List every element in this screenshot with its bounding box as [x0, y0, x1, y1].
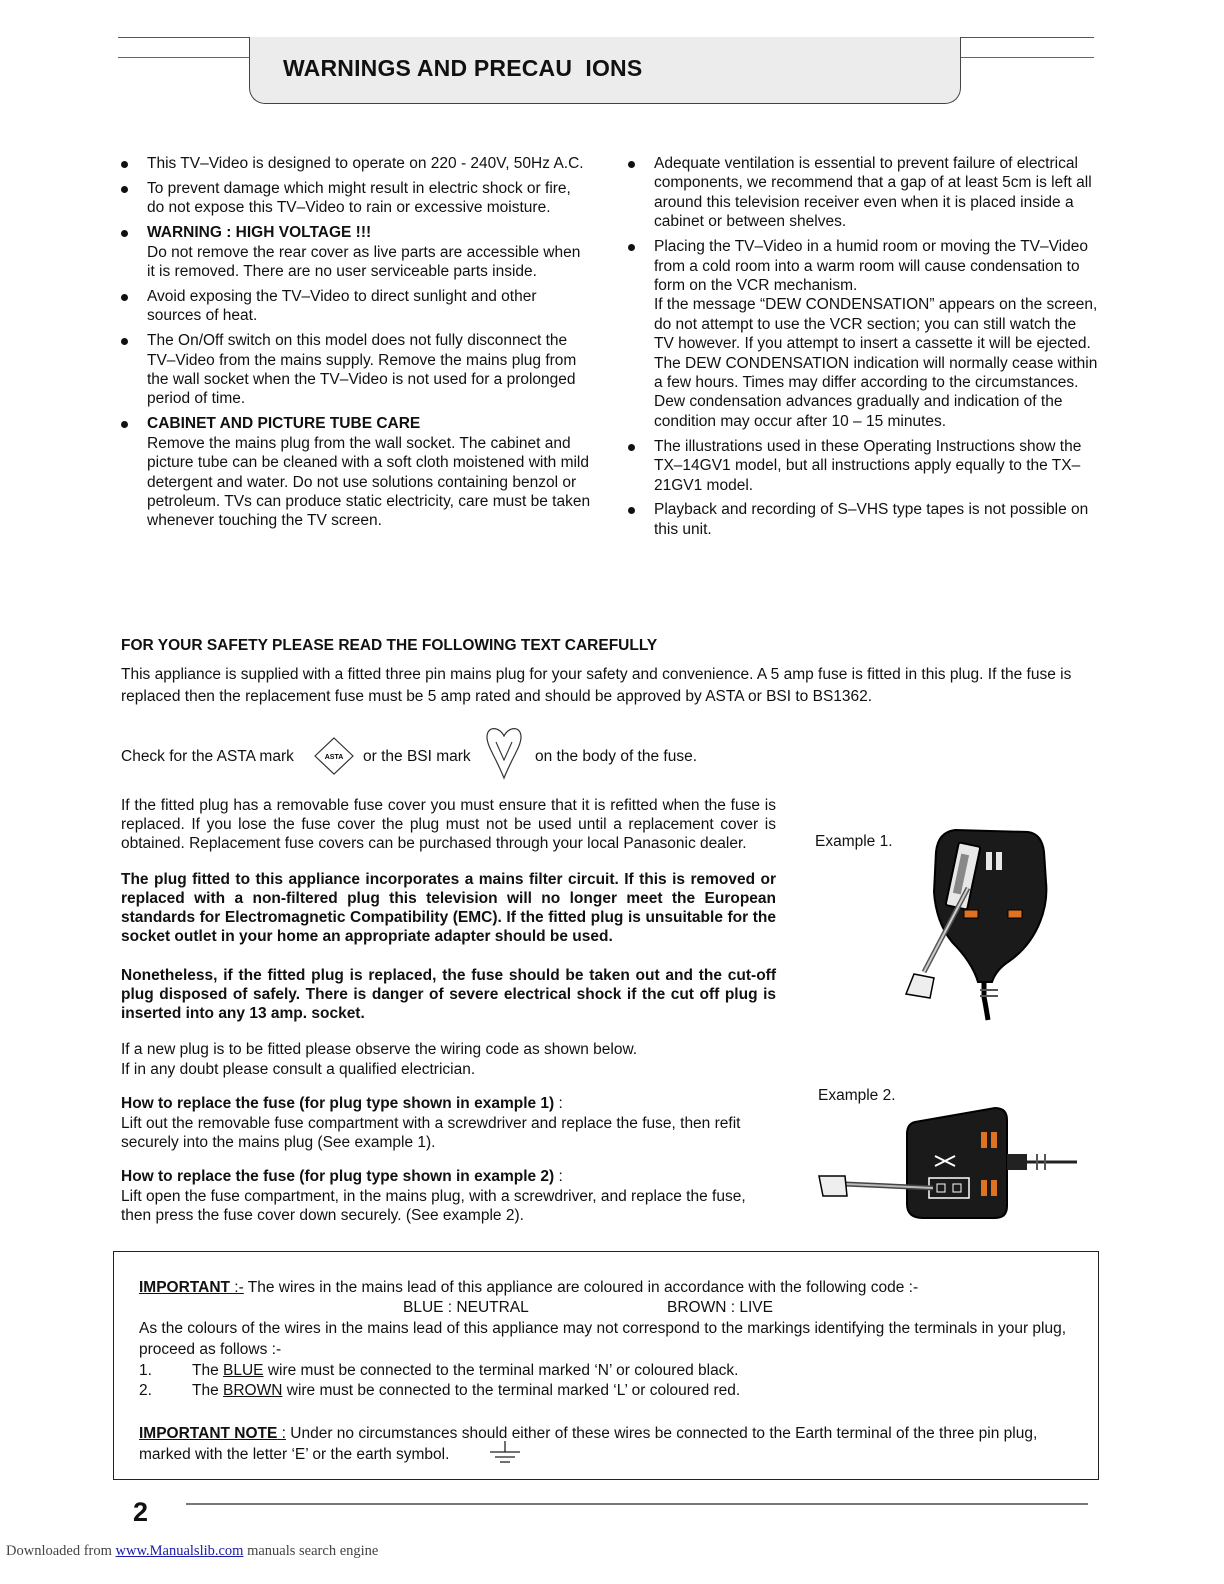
- bullet-sunlight: Avoid exposing the TV–Video to direct sunlight and other sources of heat.: [122, 287, 592, 326]
- bullet-icon: [121, 338, 128, 345]
- earth-symbol-icon: [488, 1441, 522, 1467]
- bullet-switch: The On/Off switch on this model does not fully disconnect the TV–Video from the mains supply. Remove the mains plug from the wall socket when the TV–Video is not used for a prolonged period of time.: [122, 331, 592, 409]
- bullet-cabinet-care: CABINET AND PICTURE TUBE CARE Remove the mains plug from the wall socket. The cabinet and picture tube can be cleaned with a soft cloth moistened with mild detergent and water. Do not use solutions containing benzol or petroleum. TVs can produce static electricity, care must be taken whenever touching the TV screen.: [122, 414, 592, 530]
- asta-mark-label: ASTA: [324, 754, 344, 761]
- how-to-heading-2: How to replace the fuse (for plug type shown in example 2): [121, 1168, 555, 1185]
- item-1: The BLUE wire must be connected to the terminal marked ‘N’ or coloured black.: [192, 1362, 739, 1379]
- bsi-kitemark-icon: [485, 724, 523, 780]
- bullet-icon: [121, 161, 128, 168]
- header-rule-right: [961, 57, 1094, 58]
- brown-live: BROWN : LIVE: [667, 1299, 773, 1316]
- how-to-example-1: How to replace the fuse (for plug type shown in example 1) : Lift out the removable fuse compartment with a screwdriver and replace the fuse, then refit securely into the mains plug (See example 1).: [121, 1095, 741, 1152]
- safety-heading: FOR YOUR SAFETY PLEASE READ THE FOLLOWING TEXT CAREFULLY: [121, 637, 658, 654]
- bullet-condensation: Placing the TV–Video in a humid room or moving the TV–Video from a cold room into a warm room will cause condensation to form on the VCR mechanism. If the message “DEW CONDENSATION” appears on the screen, do not attempt to use the VCR section; you can still watch the TV however. If you attempt to insert a cassette it will be ejected. The DEW CONDENSATION indication will normally cease within a few hours. Times may differ according to the circumstances. Dew condensation advances gradually and indication of the condition may occur after 10 – 15 minutes.: [629, 237, 1099, 431]
- plug-example-1-illustration: [900, 822, 1060, 1027]
- page-title: WARNINGS AND PRECAU IONS: [283, 55, 643, 81]
- bsi-text: or the BSI mark: [363, 748, 471, 765]
- item-2-number: 2.: [139, 1382, 152, 1399]
- bullet-high-voltage: WARNING : HIGH VOLTAGE !!! Do not remove the rear cover as live parts are accessible when it is removed. There are no user serviceable parts inside.: [122, 223, 592, 281]
- safety-intro: This appliance is supplied with a fitted three pin mains plug for your safety and convenience. A 5 amp fuse is fitted in this plug. If the fuse is replaced then the replacement fuse must be 5 amp rated and should be approved by ASTA or BSI to BS1362.: [121, 666, 1072, 705]
- bullet-svhs: Playback and recording of S–VHS type tapes is not possible on this unit.: [629, 500, 1099, 539]
- manualslib-link[interactable]: www.Manualslib.com: [115, 1543, 244, 1559]
- fuse-cover-paragraph: If the fitted plug has a removable fuse cover you must ensure that it is refitted when the fuse is replaced. If you lose the fuse cover the plug must not be used until a replacement cover is obtained. Replacement fuse covers can be purchased through your local Panasonic dealer.: [121, 797, 776, 852]
- bullet-illustrations: The illustrations used in these Operating Instructions show the TX–14GV1 model, but all instructions apply equally to the TX–21GV1 model.: [629, 437, 1099, 495]
- item-1-number: 1.: [139, 1362, 152, 1379]
- asta-mark-icon: [313, 736, 355, 776]
- fuse-body-text: on the body of the fuse.: [535, 748, 698, 765]
- asta-text: Check for the ASTA mark: [121, 748, 294, 765]
- important-note-label: IMPORTANT NOTE: [139, 1425, 278, 1442]
- cutoff-warning: Nonetheless, if the fitted plug is replaced, the fuse should be taken out and the cut-off plug disposed of safely. There is danger of severe electrical shock if the cut off plug is inserted into any 13 amp. socket.: [121, 967, 776, 1022]
- left-column: [122, 154, 592, 536]
- example-2-label: Example 2.: [818, 1087, 896, 1104]
- important-note: IMPORTANT NOTE : Under no circumstances should either of these wires be connected to the Earth terminal of the three pin plug, marked with the letter ‘E’ or the earth symbol.: [139, 1425, 1038, 1463]
- important-paragraph: As the colours of the wires in the mains lead of this appliance may not correspond to the markings identifying the terminals in your plug, proceed as follows :-: [139, 1320, 1067, 1358]
- important-label: IMPORTANT: [139, 1279, 230, 1296]
- header-rule-left: [118, 57, 249, 58]
- footer-rule: [186, 1503, 1088, 1505]
- new-plug-note: If a new plug is to be fitted please observe the wiring code as shown below. If in any doubt please consult a qualified electrician.: [121, 1041, 638, 1078]
- bullet-icon: [121, 186, 128, 193]
- how-to-heading-1: How to replace the fuse (for plug type shown in example 1): [121, 1095, 555, 1112]
- filter-warning: The plug fitted to this appliance incorporates a mains filter circuit. If this is removed or replaced with a non-filtered plug this television will no longer meet the European standards for Electromagnetic Compatibility (EMC). If the fitted plug is unsuitable for the socket outlet in your home an appropriate adapter should be used.: [121, 871, 776, 945]
- bullet-heading: WARNING : HIGH VOLTAGE !!!: [147, 224, 372, 242]
- right-column: [629, 154, 1099, 545]
- bullet-icon: [121, 294, 128, 301]
- bullet-icon: [628, 507, 635, 514]
- bullet-icon: [121, 230, 128, 237]
- bullet-ventilation: Adequate ventilation is essential to prevent failure of electrical components, we recommend that a gap of at least 5cm is left all around this television receiver even when it is placed inside a cabinet or between shelves.: [629, 154, 1099, 232]
- bullet-icon: [628, 444, 635, 451]
- important-line: IMPORTANT :- The wires in the mains lead of this appliance are coloured in accordance with the following code :-: [139, 1279, 919, 1296]
- item-2: The BROWN wire must be connected to the terminal marked ‘L’ or coloured red.: [192, 1382, 741, 1399]
- bullet-icon: [628, 161, 635, 168]
- bullet-moisture: To prevent damage which might result in electric shock or fire, do not expose this TV–Video to rain or excessive moisture.: [122, 179, 592, 218]
- plug-example-2-illustration: [815, 1104, 1080, 1224]
- bullet-icon: [121, 421, 128, 428]
- how-to-example-2: How to replace the fuse (for plug type shown in example 2) : Lift open the fuse compartment, in the mains plug, with a screwdriver, and replace the fuse, then press the fuse cover down securely. (See example 2).: [121, 1168, 746, 1225]
- bullet-heading: CABINET AND PICTURE TUBE CARE: [147, 415, 421, 433]
- page-number: 2: [133, 1497, 149, 1527]
- bullet-voltage: This TV–Video is designed to operate on 220 - 240V, 50Hz A.C.: [122, 154, 592, 173]
- example-1-label: Example 1.: [815, 833, 893, 850]
- download-footer: Downloaded from www.Manualslib.com manuals search engine: [6, 1543, 379, 1559]
- bullet-icon: [628, 244, 635, 251]
- blue-neutral: BLUE : NEUTRAL: [403, 1299, 529, 1316]
